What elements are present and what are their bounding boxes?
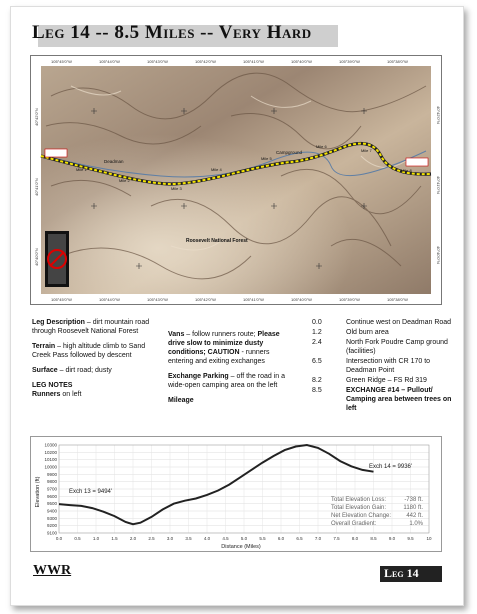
exchange-parking-paragraph <box>168 372 296 390</box>
mileage-value: 0.0 <box>312 319 322 326</box>
leg-description-label: Leg Description <box>32 319 85 326</box>
description-column-1 <box>32 318 160 399</box>
x-tick-label: 3.0 <box>166 536 174 541</box>
exchange-parking-label: Exchange Parking <box>168 373 229 380</box>
mile-label-8: Mile 8 <box>401 168 412 173</box>
left-tick: 40°40'0"N <box>34 248 39 266</box>
stat-label: Overall Gradient: <box>331 521 377 527</box>
mileage-row <box>312 338 452 356</box>
mile-label-5: Mile 5 <box>261 156 272 161</box>
mileage-text: EXCHANGE #14 – Pullout/ Camping area between trees on left <box>346 387 452 412</box>
forest-label: Roosevelt National Forest <box>186 238 248 244</box>
stat-value: 442 ft. <box>406 513 423 519</box>
y-tick-label: 10100 <box>44 457 57 463</box>
x-tick-label: 2.0 <box>129 536 137 541</box>
page-title: Leg 14 -- 8.5 Miles -- Very Hard <box>32 22 312 43</box>
x-tick-label: 8.5 <box>370 536 377 541</box>
vans-text: – follow runners route; <box>184 331 258 338</box>
exchange-13-marker <box>45 149 67 157</box>
elevation-line <box>59 445 374 524</box>
map-svg <box>31 56 441 304</box>
stat-label: Total Elevation Gain: <box>331 505 387 511</box>
y-axis-label: Elevation (ft) <box>35 476 41 508</box>
y-tick-label: 9600 <box>46 493 57 499</box>
map-top-ticks <box>51 59 408 64</box>
no-parking-icon <box>45 231 69 287</box>
chart-grid <box>59 445 429 533</box>
mileage-value: 8.5 <box>312 387 322 394</box>
y-tick-label: 9800 <box>46 479 57 485</box>
stat-value: 1.0% <box>409 521 423 527</box>
x-tick-label: 6.0 <box>277 536 285 541</box>
mile-label-2: Mile 2 <box>119 178 130 183</box>
mileage-text: Old burn area <box>346 329 389 336</box>
x-tick-label: 5.0 <box>240 536 248 541</box>
x-tick-label: 7.5 <box>333 536 340 541</box>
bottom-tick: 105°44'0"W <box>99 297 120 302</box>
bottom-tick: 105°38'0"W <box>387 297 408 302</box>
y-tick-label: 9700 <box>46 486 57 492</box>
left-tick: 40°42'0"N <box>34 108 39 126</box>
x-tick-label: 7.0 <box>314 536 322 541</box>
mileage-list <box>312 318 452 414</box>
top-tick: 105°45'0"W <box>51 59 72 64</box>
y-tick-label: 9400 <box>46 508 57 514</box>
exch-13-annotation: Exch 13 = 9494' <box>69 489 113 495</box>
x-tick-label: 10 <box>426 536 432 541</box>
x-tick-label: 0.0 <box>55 536 63 541</box>
y-tick-label: 9300 <box>46 515 57 521</box>
terrain-highlight <box>41 66 431 294</box>
x-tick-label: 4.0 <box>203 536 211 541</box>
exchange-parking-text: – off the road in a wide-open camping area on the left <box>168 373 286 389</box>
y-tick-label: 9500 <box>46 501 57 507</box>
top-tick: 105°44'0"W <box>99 59 120 64</box>
y-tick-label: 9100 <box>46 530 57 536</box>
mileage-row <box>312 386 452 413</box>
x-tick-label: 6.5 <box>296 536 303 541</box>
mileage-value: 1.2 <box>312 329 322 336</box>
deadman-label: Deadman <box>104 159 124 164</box>
mileage-value: 6.5 <box>312 358 322 365</box>
stat-label: Total Elevation Loss: <box>331 497 387 503</box>
elevation-profile <box>30 436 442 552</box>
footer-leg-text: Leg 14 <box>384 566 419 580</box>
right-tick: 40°40'0"N <box>436 246 441 264</box>
mileage-row <box>312 318 452 327</box>
left-tick: 40°41'0"N <box>34 178 39 196</box>
right-tick: 40°42'0"N <box>436 106 441 124</box>
mile-label-1: Mile 1 <box>76 167 87 172</box>
exchange-14-marker <box>406 158 428 166</box>
route-map <box>30 55 442 305</box>
top-tick: 105°40'0"W <box>291 59 312 64</box>
right-tick: 40°41'0"N <box>436 176 441 194</box>
top-tick: 105°39'0"W <box>339 59 360 64</box>
top-tick: 105°41'0"W <box>243 59 264 64</box>
top-tick: 105°38'0"W <box>387 59 408 64</box>
bottom-tick: 105°40'0"W <box>291 297 312 302</box>
top-tick: 105°42'0"W <box>195 59 216 64</box>
surface-text: – dirt road; dusty <box>57 367 112 374</box>
vans-after-text: - runners entering and exiting exchanges <box>168 349 270 365</box>
mileage-row <box>312 328 452 337</box>
terrain-paragraph <box>32 342 160 360</box>
leg-notes-heading: LEG NOTES <box>32 382 73 389</box>
mileage-text: North Fork Poudre Camp ground (facilities) <box>346 339 448 355</box>
vans-label: Vans <box>168 331 185 338</box>
bottom-tick: 105°42'0"W <box>195 297 216 302</box>
vans-caution: Please drive slow to minimize dusty conditions; CAUTION <box>168 331 280 356</box>
leg-description <box>32 318 160 336</box>
top-tick: 105°43'0"W <box>147 59 168 64</box>
mileage-value: 2.4 <box>312 339 322 346</box>
y-tick-label: 10300 <box>44 442 57 448</box>
exch-14-annotation: Exch 14 = 9936' <box>369 464 413 470</box>
mileage-value: 8.2 <box>312 377 322 384</box>
mile-label-7: Mile 7 <box>361 148 372 153</box>
mile-label-6: Mile 6 <box>316 144 327 149</box>
runners-text: on left <box>60 391 82 398</box>
terrain-label: Terrain <box>32 343 56 350</box>
mileage-row <box>312 376 452 385</box>
leg-description-text: – dirt mountain road through Roosevelt National Forest <box>32 319 150 335</box>
runners-label: Runners <box>32 391 61 398</box>
x-tick-label: 8.0 <box>351 536 359 541</box>
terrain-text: – high altitude climb to Sand Creek Pass followed by descent <box>32 343 146 359</box>
y-tick-label: 10000 <box>44 464 57 470</box>
mileage-heading <box>168 396 296 405</box>
x-tick-label: 4.5 <box>222 536 229 541</box>
footer-leg-badge <box>380 566 442 582</box>
y-tick-label: 9900 <box>46 471 57 477</box>
surface-paragraph <box>32 366 160 375</box>
x-tick-label: 9.5 <box>407 536 414 541</box>
mileage-row <box>312 357 452 375</box>
map-left-ticks <box>34 108 39 266</box>
x-tick-label: 3.5 <box>185 536 192 541</box>
y-axis-ticks <box>44 443 57 536</box>
mileage-text: Green Ridge – FS Rd 319 <box>346 377 427 384</box>
mile-label-3: Mile 3 <box>171 186 182 191</box>
bottom-tick: 105°45'0"W <box>51 297 72 302</box>
stat-value: 1180 ft. <box>403 505 423 511</box>
campground-label: Campground <box>276 150 303 155</box>
x-axis-ticks <box>56 536 432 541</box>
elevation-stats <box>331 497 424 527</box>
bottom-tick: 105°43'0"W <box>147 297 168 302</box>
y-tick-label: 10200 <box>44 449 57 455</box>
y-tick-label: 9200 <box>46 523 57 529</box>
bottom-tick: 105°39'0"W <box>339 297 360 302</box>
x-tick-label: 2.5 <box>148 536 155 541</box>
elevation-chart <box>31 437 441 551</box>
mile-label-4: Mile 4 <box>211 167 222 172</box>
x-tick-label: 5.5 <box>259 536 266 541</box>
vans-paragraph <box>168 330 296 366</box>
mileage-text: Intersection with CR 170 to Deadman Point <box>346 358 431 374</box>
description-column-2 <box>168 330 296 411</box>
mileage-text: Continue west on Deadman Road <box>346 319 452 326</box>
x-tick-label: 1.5 <box>111 536 118 541</box>
x-tick-label: 0.5 <box>74 536 81 541</box>
title-bar <box>30 22 330 48</box>
map-bottom-ticks <box>51 297 408 302</box>
map-right-ticks <box>436 106 441 264</box>
mileage-label: Mileage <box>168 397 194 404</box>
x-axis-label: Distance (Miles) <box>221 544 261 550</box>
bottom-tick: 105°41'0"W <box>243 297 264 302</box>
x-tick-label: 1.0 <box>92 536 100 541</box>
footer-logo: WWR <box>33 563 72 578</box>
x-tick-label: 9.0 <box>388 536 396 541</box>
stat-value: -738 ft. <box>404 497 423 503</box>
surface-label: Surface <box>32 367 58 374</box>
leg-notes-paragraph <box>32 381 160 399</box>
stat-label: Net Elevation Change: <box>331 513 392 519</box>
